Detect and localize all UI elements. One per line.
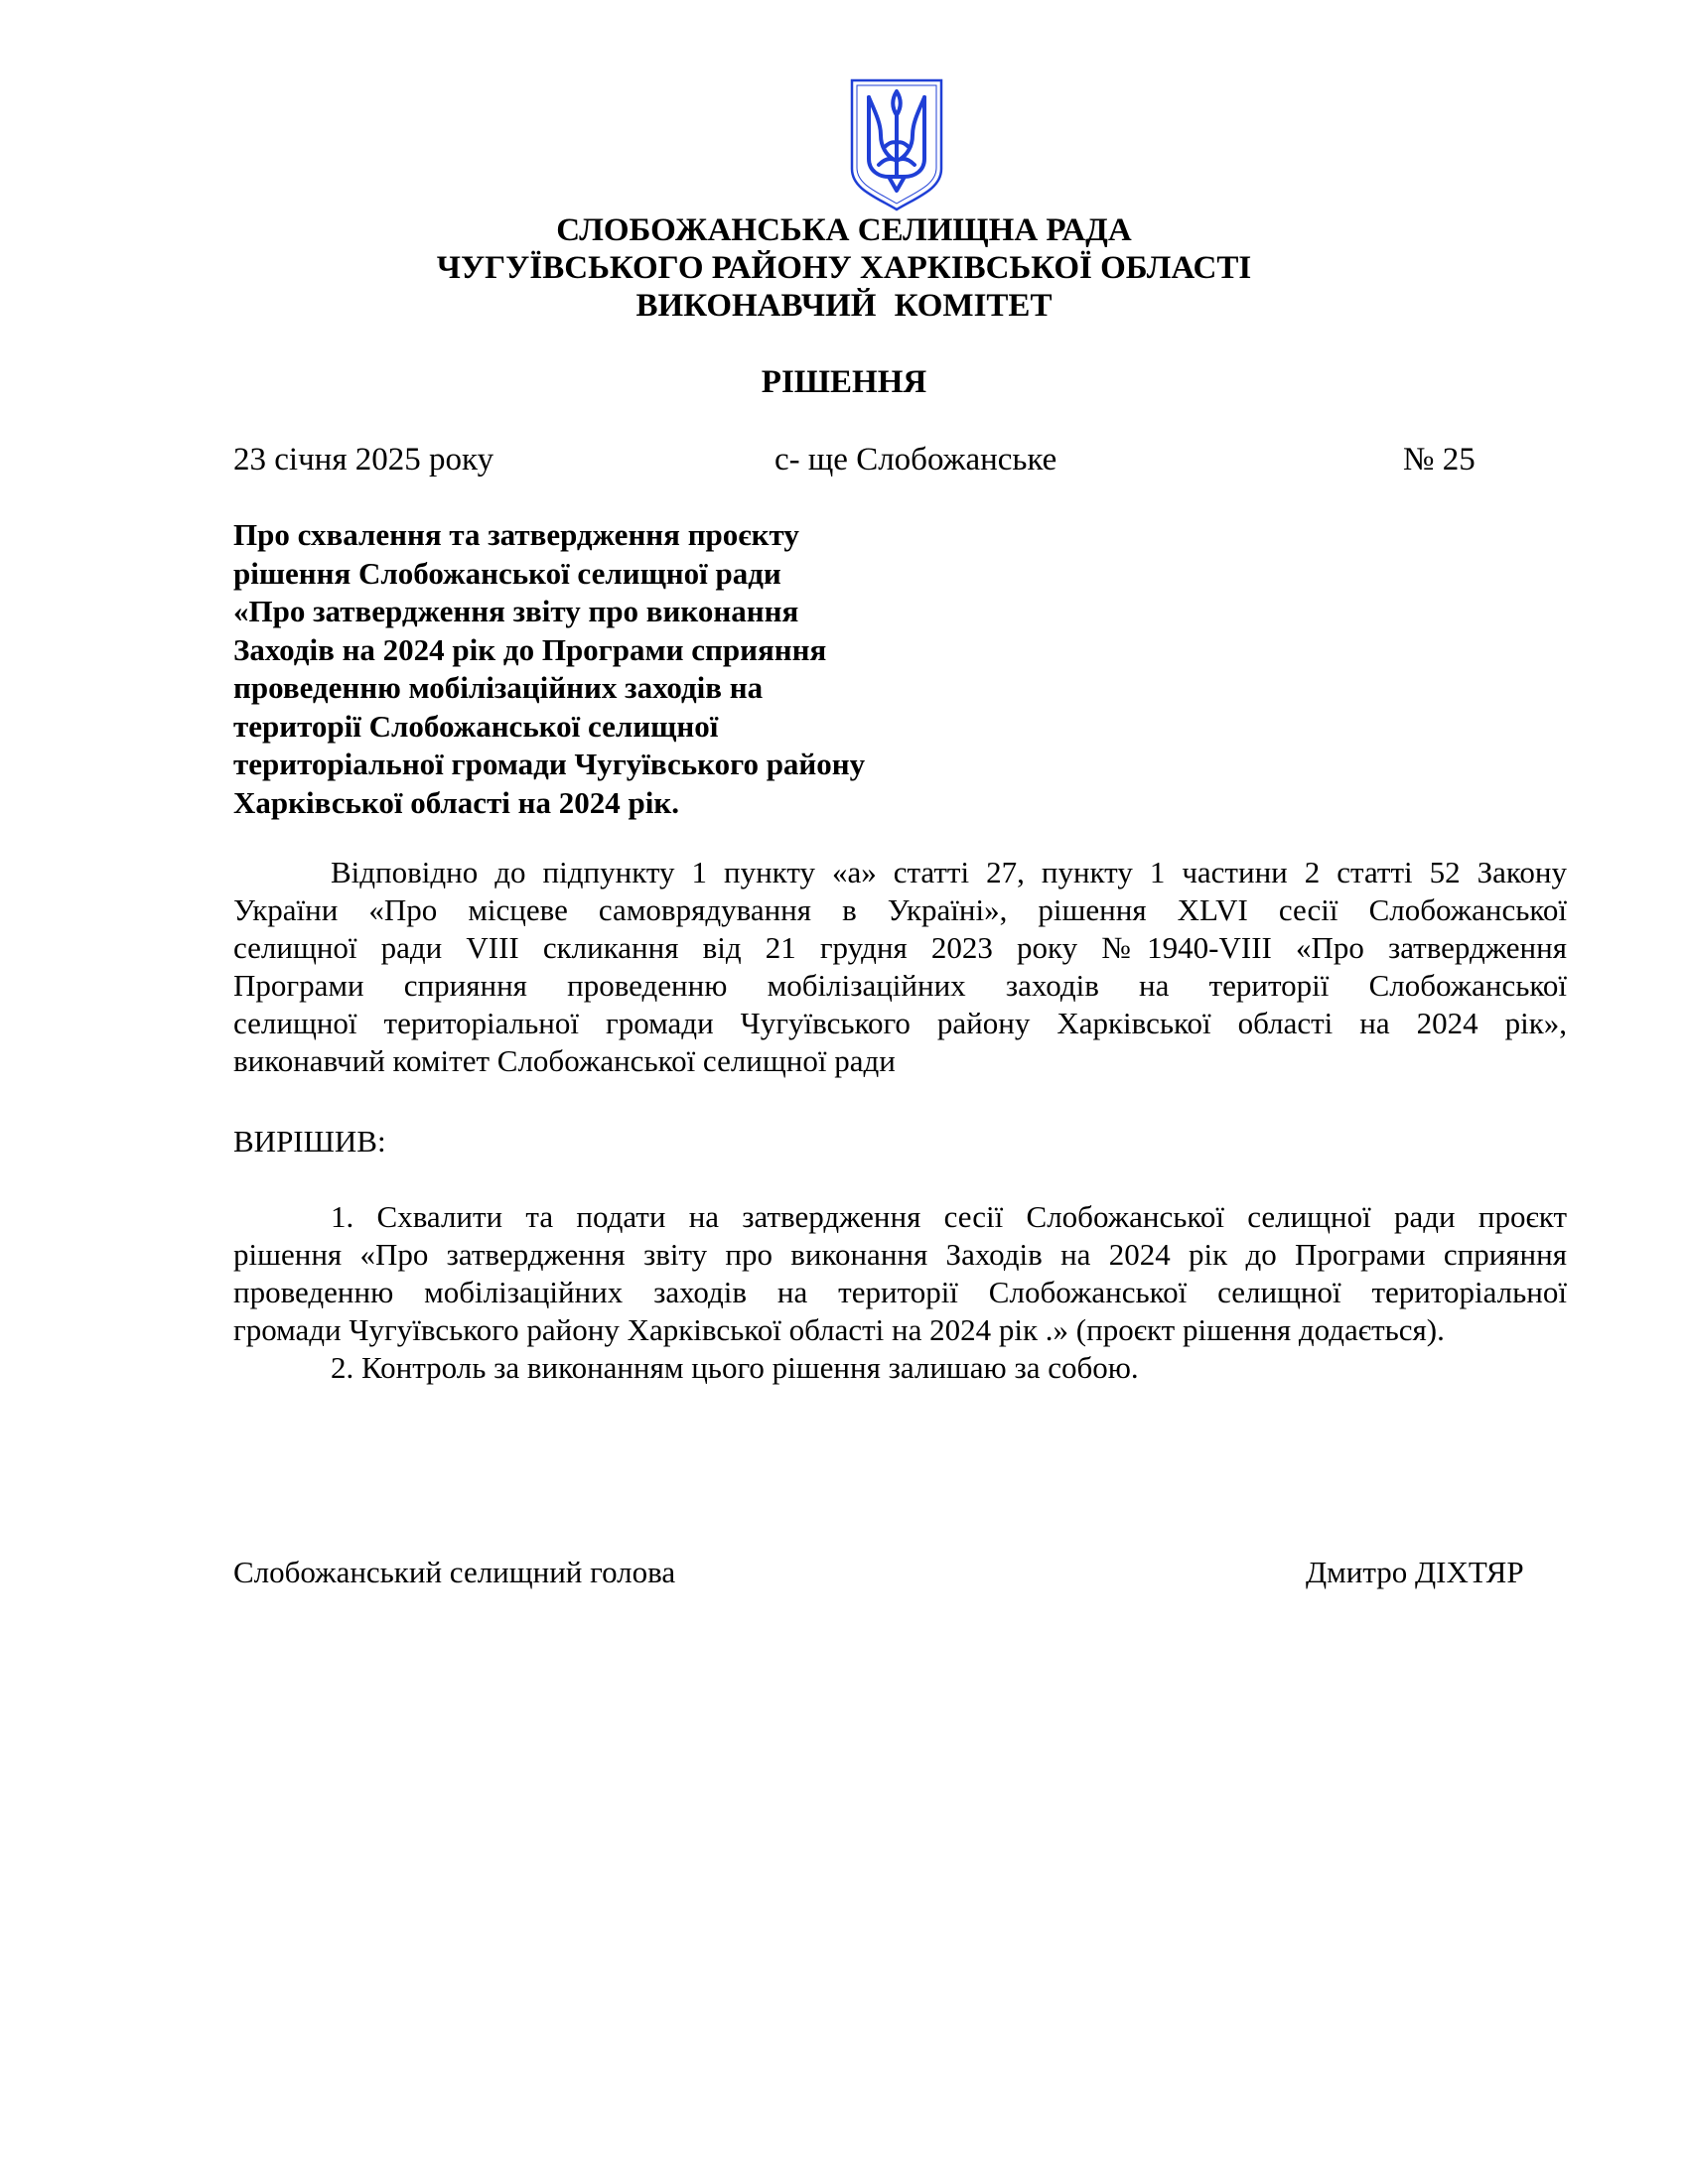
subject-line: проведенню мобілізаційних заходів на [233,670,764,705]
item-2: 2. Контроль за виконанням цього рішення залишаю за собою. [331,1350,1139,1385]
subject-line: Заходів на 2024 рік до Програми сприяння [233,631,827,667]
item-1-line: рішення «Про затвердження звіту про виконання Заходів на 2024 рік до Програми сприяння [233,1237,1567,1272]
item-1-line: 1. Схвалити та подати на затвердження сесії Слобожанської селищної ради проєкт [331,1199,1567,1234]
item-1-line: громади Чугуївського району Харківської області на 2024 рік .» (проєкт рішення додається). [233,1312,1445,1347]
decision-date: 23 січня 2025 року [233,442,494,478]
decision-number: № 25 [1403,442,1476,478]
preamble-paragraph [233,854,1567,1080]
item-1-line: проведенню мобілізаційних заходів на території Слобожанської селищної територіальної [233,1275,1567,1309]
preamble-line: України «Про місцеве самоврядування в Україні», рішення XLVI сесії Слобожанської [233,892,1567,927]
subject-line: території Слобожанської селищної [233,708,719,744]
document-title: РІШЕННЯ [761,364,927,400]
subject-line: рішення Слобожанської селищної ради [233,555,781,591]
subject-line: Про схвалення та затвердження проєкту [233,517,799,552]
coat-of-arms-trident-icon [849,77,944,212]
subject-line: територіальної громади Чугуївського району [233,747,866,781]
council-name: СЛОБОЖАНСЬКА СЕЛИЩНА РАДА [556,212,1132,248]
preamble-line: виконавчий комітет Слобожанської селищної ради [233,1043,896,1078]
preamble-line: Програми сприяння проведенню мобілізаційних заходів на території Слобожанської [233,968,1567,1003]
decision-place: с- ще Слобожанське [774,442,1057,478]
subject-line: «Про затвердження звіту про виконання [233,594,799,628]
signatory-name: Дмитро ДІХТЯР [1306,1555,1524,1589]
decision-subject [233,516,865,822]
preamble-line: Відповідно до підпункту 1 пункту «а» статті 27, пункту 1 частини 2 статті 52 Закону [331,855,1567,889]
decision-label: ВИРІШИВ: [233,1124,386,1159]
signatory-position: Слобожанський селищний голова [233,1555,676,1589]
preamble-line: селищної ради VIII скликання від 21 грудня 2023 року №1940-VIII «Про затвердження [233,930,1567,965]
district-name: ЧУГУЇВСЬКОГО РАЙОНУ ХАРКІВСЬКОЇ ОБЛАСТІ [436,250,1252,286]
subject-line: Харківської області на 2024 рік. [233,784,679,820]
preamble-line: селищної територіальної громади Чугуївського району Харківської області на 2024 рік», [233,1006,1567,1040]
committee-name: ВИКОНАВЧИЙ КОМІТЕТ [635,288,1053,324]
decision-items [233,1198,1567,1387]
